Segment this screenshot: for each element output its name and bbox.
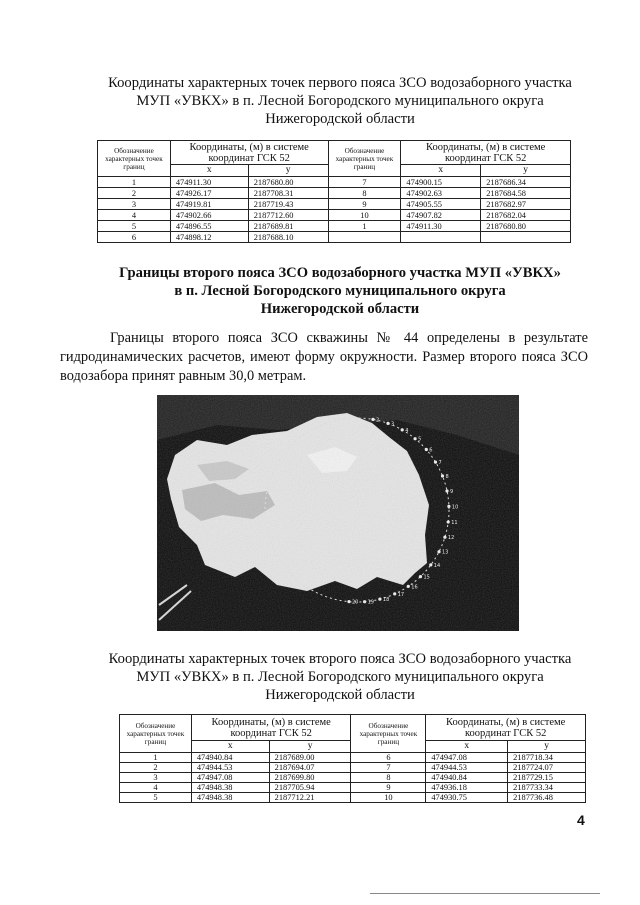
- table-row: [98, 199, 571, 210]
- x-coord-cell: [401, 232, 481, 243]
- zone2-paragraph-text: Границы второго пояса ЗСО скважины № 44 определены в результате гидродинамических расчетов, имеют форму окружности. Размер второго пояса ЗСО водозабора принят равным 30,0 метрам.: [60, 330, 588, 384]
- coords-header: Координаты, (м) в системе координат ГСК 52: [191, 715, 351, 741]
- footer-rule: [370, 893, 600, 894]
- x-coord-cell: 474930.75: [426, 793, 508, 803]
- x-header: x: [170, 165, 248, 177]
- x-coord-cell: 474947.08: [426, 753, 508, 763]
- coords-table-zone2: [119, 714, 586, 803]
- zone-map-drawing: [157, 395, 519, 631]
- table-row: [98, 221, 571, 232]
- x-coord-cell: 474905.55: [401, 199, 481, 210]
- x-coord-cell: 474907.82: [401, 210, 481, 221]
- y-coord-cell: 2187712.60: [248, 210, 328, 221]
- section1-title-line: Нижегородской области: [265, 111, 415, 127]
- y-coord-cell: 2187688.10: [248, 232, 328, 243]
- table-body: [98, 177, 571, 243]
- x-coord-cell: 474948.38: [191, 793, 269, 803]
- point-header: Обозначение характерных точек границ: [351, 715, 426, 753]
- x-coord-cell: 474911.30: [170, 177, 248, 188]
- x-coord-cell: 474902.63: [401, 188, 481, 199]
- table-row: [120, 793, 586, 803]
- y-coord-cell: 2187682.04: [481, 210, 571, 221]
- x-coord-cell: 474944.53: [426, 763, 508, 773]
- x-coord-cell: 474940.84: [426, 773, 508, 783]
- point-number-cell: 10: [351, 793, 426, 803]
- point-number-cell: 1: [98, 177, 171, 188]
- x-coord-cell: 474948.38: [191, 783, 269, 793]
- point-number-cell: 10: [328, 210, 401, 221]
- y-coord-cell: 2187705.94: [269, 783, 351, 793]
- x-header: x: [426, 741, 508, 753]
- y-coord-cell: 2187712.21: [269, 793, 351, 803]
- y-header: y: [481, 165, 571, 177]
- point-number-cell: 9: [351, 783, 426, 793]
- coords-header: Координаты, (м) в системе координат ГСК 52: [426, 715, 586, 741]
- x-coord-cell: 474919.81: [170, 199, 248, 210]
- y-coord-cell: 2187719.43: [248, 199, 328, 210]
- point-number-cell: 1: [328, 221, 401, 232]
- table-row: [98, 232, 571, 243]
- y-header: y: [248, 165, 328, 177]
- point-number-cell: 8: [328, 188, 401, 199]
- y-coord-cell: 2187680.80: [481, 221, 571, 232]
- y-coord-cell: 2187733.34: [508, 783, 586, 793]
- point-number-cell: 9: [328, 199, 401, 210]
- point-header: Обозначение характерных точек границ: [98, 141, 171, 177]
- point-number-cell: 7: [351, 763, 426, 773]
- coords-header: Координаты, (м) в системе координат ГСК 52: [170, 141, 328, 165]
- table-row: [120, 773, 586, 783]
- zone-map-image: [157, 395, 519, 631]
- table-body: [120, 753, 586, 803]
- y-coord-cell: 2187718.34: [508, 753, 586, 763]
- section3-title-line: Координаты характерных точек второго пояса ЗСО водозаборного участка: [108, 651, 572, 667]
- table-row: [98, 177, 571, 188]
- section3-title: [60, 650, 620, 704]
- point-number-cell: [328, 232, 401, 243]
- y-header: y: [269, 741, 351, 753]
- y-coord-cell: 2187729.15: [508, 773, 586, 783]
- x-coord-cell: 474926.17: [170, 188, 248, 199]
- coords-header: Координаты, (м) в системе координат ГСК 52: [401, 141, 571, 165]
- point-number-cell: 6: [98, 232, 171, 243]
- section2-title-line: в п. Лесной Богородского муниципального округа: [174, 283, 506, 299]
- x-coord-cell: 474944.53: [191, 763, 269, 773]
- y-coord-cell: 2187699.80: [269, 773, 351, 783]
- x-coord-cell: 474898.12: [170, 232, 248, 243]
- point-number-cell: 6: [351, 753, 426, 763]
- point-number-cell: 8: [351, 773, 426, 783]
- y-coord-cell: 2187686.34: [481, 177, 571, 188]
- table-row: [120, 783, 586, 793]
- point-number-cell: 3: [98, 199, 171, 210]
- y-coord-cell: 2187689.81: [248, 221, 328, 232]
- point-number-cell: 1: [120, 753, 192, 763]
- x-coord-cell: 474940.84: [191, 753, 269, 763]
- point-header: Обозначение характерных точек границ: [328, 141, 401, 177]
- coords-table-zone1: [97, 140, 571, 243]
- page-number: 4: [577, 812, 585, 828]
- point-number-cell: 5: [98, 221, 171, 232]
- section1-title: [60, 74, 620, 128]
- point-number-cell: 5: [120, 793, 192, 803]
- x-coord-cell: 474911.30: [401, 221, 481, 232]
- table-row: [120, 763, 586, 773]
- x-header: x: [401, 165, 481, 177]
- x-coord-cell: 474947.08: [191, 773, 269, 783]
- point-number-cell: 3: [120, 773, 192, 783]
- point-number-cell: 7: [328, 177, 401, 188]
- x-coord-cell: 474896.55: [170, 221, 248, 232]
- section2-title-line: Нижегородской области: [260, 301, 420, 317]
- section3-title-line: Нижегородской области: [265, 687, 415, 703]
- table-row: [98, 188, 571, 199]
- section2-title-line: Границы второго пояса ЗСО водозаборного участка МУП «УВКХ»: [119, 265, 561, 281]
- section1-title-line: МУП «УВКХ» в п. Лесной Богородского муниципального округа: [136, 93, 544, 109]
- point-number-cell: 4: [120, 783, 192, 793]
- section2-title: [60, 264, 620, 318]
- y-coord-cell: 2187736.48: [508, 793, 586, 803]
- y-coord-cell: 2187694.07: [269, 763, 351, 773]
- section1-title-line: Координаты характерных точек первого пояса ЗСО водозаборного участка: [108, 75, 572, 91]
- y-coord-cell: 2187724.07: [508, 763, 586, 773]
- y-header: y: [508, 741, 586, 753]
- x-header: x: [191, 741, 269, 753]
- point-header: Обозначение характерных точек границ: [120, 715, 192, 753]
- y-coord-cell: 2187708.31: [248, 188, 328, 199]
- x-coord-cell: 474900.15: [401, 177, 481, 188]
- table-row: [120, 753, 586, 763]
- zone2-paragraph: [60, 329, 588, 386]
- point-number-cell: 4: [98, 210, 171, 221]
- y-coord-cell: 2187680.80: [248, 177, 328, 188]
- point-number-cell: 2: [120, 763, 192, 773]
- section3-title-line: МУП «УВКХ» в п. Лесной Богородского муниципального округа: [136, 669, 544, 685]
- y-coord-cell: 2187689.00: [269, 753, 351, 763]
- y-coord-cell: 2187682.97: [481, 199, 571, 210]
- point-number-cell: 2: [98, 188, 171, 199]
- y-coord-cell: [481, 232, 571, 243]
- x-coord-cell: 474936.18: [426, 783, 508, 793]
- y-coord-cell: 2187684.58: [481, 188, 571, 199]
- x-coord-cell: 474902.66: [170, 210, 248, 221]
- table-row: [98, 210, 571, 221]
